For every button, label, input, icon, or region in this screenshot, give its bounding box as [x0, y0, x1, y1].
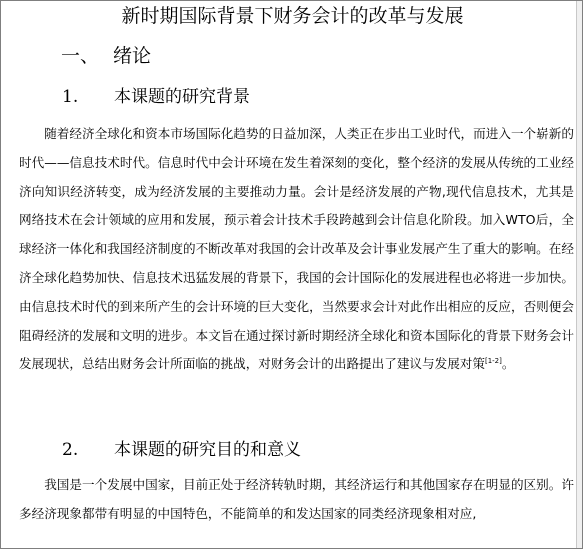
document-title: 新时期国际背景下财务会计的改革与发展	[121, 5, 464, 27]
paragraph-text: 我国是一个发展中国家，目前正处于经济转轨时期，其经济运行和其他国家存在明显的区别。许多经济现象都带有明显的中国特色，不能简单的和发达国家的同类经济现象相对应,	[19, 477, 574, 521]
body-paragraph-1	[19, 120, 574, 379]
section-number: 一、	[61, 45, 100, 67]
vertical-scrollbar[interactable]	[576, 1, 582, 549]
subsection-heading-2	[62, 440, 301, 460]
subsection-number: 2.	[62, 440, 79, 460]
subsection-heading-1	[62, 87, 250, 107]
paragraph-text: 随着经济全球化和资本市场国际化趋势的日益加深，人类正在步出工业时代，而进入一个崭新的时代——信息技术时代。信息时代中会计环境在发生着深刻的变化，整个经济的发展从传统的工业经济向知识经济转变，成为经济发展的主要推动力量。会计是经济发展的产物,现代信息技术，尤其是网络技术在会计领域的应用和发展，预示着会计技术手段跨越到会计信息化阶段。加入WTO后，全球经济一体化和我国经济制度的不断改革对我国的会计改革及会计事业发展产生了重大的影响。在经济全球化趋势加快、信息技术迅猛发展的背景下，我国的会计国际化的发展进程也必将进一步加快。由信息技术时代的到来所产生的会计环境的巨大变化，当然要求会计对此作出相应的反应，否则便会阻碍经济的发展和文明的进步。本文旨在通过探讨新时期经济全球化和资本国际化的背景下财务会计发展现状，总结出财务会计所面临的挑战，对财务会计的出路提出了建议与发展对策	[19, 126, 574, 372]
body-paragraph-2	[19, 471, 574, 529]
citation-marker: [1-2]	[484, 357, 502, 366]
subsection-number: 1.	[62, 87, 79, 107]
section-label: 绪论	[113, 45, 152, 67]
subsection-label: 本课题的研究目的和意义	[114, 440, 301, 460]
subsection-label: 本课题的研究背景	[114, 87, 250, 107]
section-heading	[61, 45, 151, 67]
paragraph-tail: 。	[501, 356, 515, 372]
